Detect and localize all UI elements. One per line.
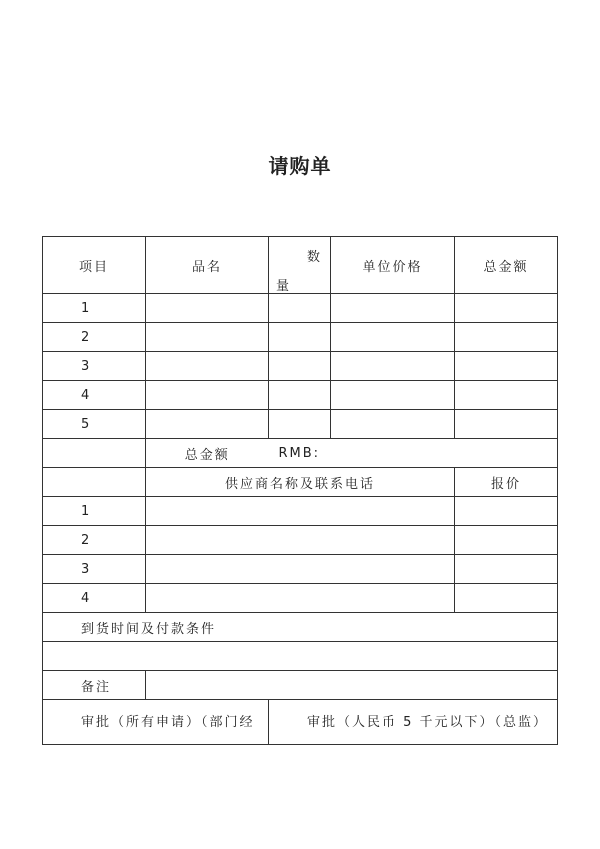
header-quantity-line1: 数	[306, 250, 322, 265]
approval-department-label: 审批（所有申请）（部门经	[81, 714, 255, 730]
supplier-info-cell[interactable]	[146, 555, 455, 584]
supplier-quote-cell[interactable]	[455, 497, 558, 526]
item-qty-cell[interactable]	[269, 294, 331, 323]
item-qty-cell[interactable]	[269, 352, 331, 381]
total-amount-field[interactable]	[269, 439, 558, 468]
item-total-cell[interactable]	[455, 381, 558, 410]
quote-header-label: 报价	[455, 468, 558, 497]
supplier-row	[43, 526, 558, 555]
item-number: 2	[43, 323, 146, 352]
item-number: 1	[43, 294, 146, 323]
delivery-label-row	[43, 613, 558, 642]
header-item: 项目	[43, 237, 146, 294]
item-row	[43, 381, 558, 410]
item-total-cell[interactable]	[455, 352, 558, 381]
supplier-quote-cell[interactable]	[455, 555, 558, 584]
supplier-row	[43, 497, 558, 526]
approval-director-cell[interactable]	[269, 700, 558, 745]
item-name-cell[interactable]	[146, 410, 269, 439]
item-number: 3	[43, 352, 146, 381]
supplier-number: 4	[43, 584, 146, 613]
supplier-number: 3	[43, 555, 146, 584]
supplier-info-cell[interactable]	[146, 584, 455, 613]
approval-director-label: 审批（人民币 5 千元以下）（总监）	[307, 714, 549, 730]
supplier-number: 1	[43, 497, 146, 526]
remarks-row	[43, 671, 558, 700]
supplier-number: 2	[43, 526, 146, 555]
supplier-info-cell[interactable]	[146, 526, 455, 555]
item-row	[43, 294, 558, 323]
item-total-cell[interactable]	[455, 323, 558, 352]
page-title: 请购单	[268, 154, 332, 178]
item-qty-cell[interactable]	[269, 410, 331, 439]
item-name-cell[interactable]	[146, 352, 269, 381]
header-total: 总金额	[455, 237, 558, 294]
item-row	[43, 410, 558, 439]
remarks-input-cell[interactable]	[146, 671, 558, 700]
item-price-cell[interactable]	[331, 381, 455, 410]
item-row	[43, 323, 558, 352]
purchase-request-table	[42, 236, 558, 745]
total-row-blank	[43, 439, 146, 468]
item-total-cell[interactable]	[455, 294, 558, 323]
delivery-input-row	[43, 642, 558, 671]
approval-department-cell[interactable]	[43, 700, 269, 745]
item-price-cell[interactable]	[331, 352, 455, 381]
supplier-header-label: 供应商名称及联系电话	[146, 468, 455, 497]
delivery-input-cell[interactable]	[43, 642, 558, 671]
item-number: 5	[43, 410, 146, 439]
item-name-cell[interactable]	[146, 294, 269, 323]
supplier-quote-cell[interactable]	[455, 526, 558, 555]
item-price-cell[interactable]	[331, 323, 455, 352]
item-row	[43, 352, 558, 381]
item-qty-cell[interactable]	[269, 381, 331, 410]
total-label: 总金额	[146, 439, 269, 468]
supplier-row	[43, 584, 558, 613]
item-number: 4	[43, 381, 146, 410]
total-row	[43, 439, 558, 468]
item-name-cell[interactable]	[146, 323, 269, 352]
item-qty-cell[interactable]	[269, 323, 331, 352]
supplier-quote-cell[interactable]	[455, 584, 558, 613]
item-total-cell[interactable]	[455, 410, 558, 439]
header-quantity	[269, 237, 331, 294]
delivery-label: 到货时间及付款条件	[43, 613, 558, 642]
item-price-cell[interactable]	[331, 410, 455, 439]
supplier-info-cell[interactable]	[146, 497, 455, 526]
currency-label: RMB:	[278, 445, 321, 461]
supplier-header-row	[43, 468, 558, 497]
header-unit-price: 单位价格	[331, 237, 455, 294]
item-name-cell[interactable]	[146, 381, 269, 410]
approval-row	[43, 700, 558, 745]
header-row	[43, 237, 558, 294]
supplier-header-blank	[43, 468, 146, 497]
header-quantity-line2: 量	[276, 279, 292, 294]
header-name: 品名	[146, 237, 269, 294]
remarks-label: 备注	[43, 671, 146, 700]
supplier-row	[43, 555, 558, 584]
item-price-cell[interactable]	[331, 294, 455, 323]
